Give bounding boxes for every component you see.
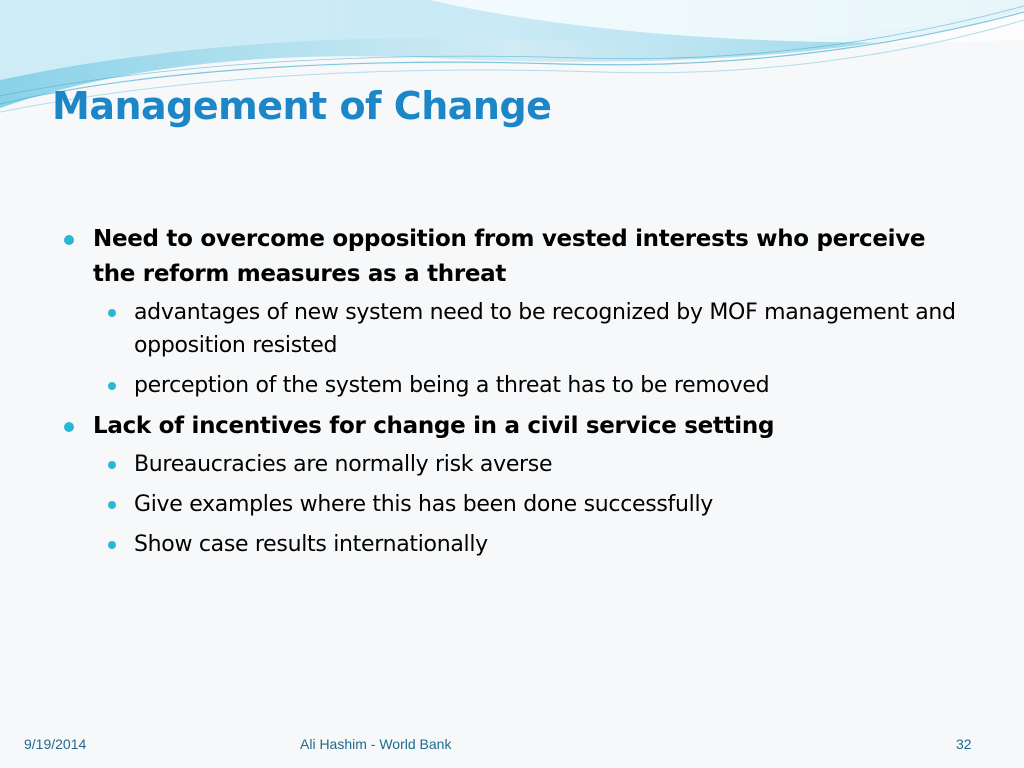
sub-bullet-item (62, 448, 962, 481)
footer-author: Ali Hashim - World Bank (300, 736, 452, 752)
header-wave-decoration (0, 0, 1024, 160)
sub-bullet-item (62, 528, 962, 561)
sub-bullet-text: perception of the system being a threat has to be removed (134, 373, 770, 398)
bullet-dot-icon (108, 501, 116, 509)
sub-bullet-text: advantages of new system need to be recognized by MOF management and opposition resisted (134, 300, 956, 358)
footer-date: 9/19/2014 (24, 736, 87, 752)
bullet-list (62, 222, 962, 568)
sub-bullet-text: Bureaucracies are normally risk averse (134, 452, 553, 477)
sub-bullet-item (62, 369, 962, 402)
bullet-dot-icon (108, 541, 116, 549)
sub-bullet-text: Give examples where this has been done successfully (134, 492, 713, 517)
bullet-text: Need to overcome opposition from vested interests who perceive the reform measures as a threat (93, 226, 926, 287)
bullet-dot-icon (64, 422, 74, 432)
bullet-item (62, 409, 962, 444)
sub-bullet-text: Show case results internationally (134, 532, 488, 557)
bullet-item (62, 222, 962, 292)
footer-page-number: 32 (956, 736, 972, 752)
sub-bullet-item (62, 488, 962, 521)
bullet-dot-icon (108, 461, 116, 469)
bullet-text: Lack of incentives for change in a civil service setting (93, 413, 775, 439)
bullet-dot-icon (108, 382, 116, 390)
slide-title: Management of Change (52, 84, 552, 128)
sub-bullet-item (62, 296, 962, 362)
bullet-dot-icon (108, 309, 116, 317)
bullet-dot-icon (64, 235, 74, 245)
